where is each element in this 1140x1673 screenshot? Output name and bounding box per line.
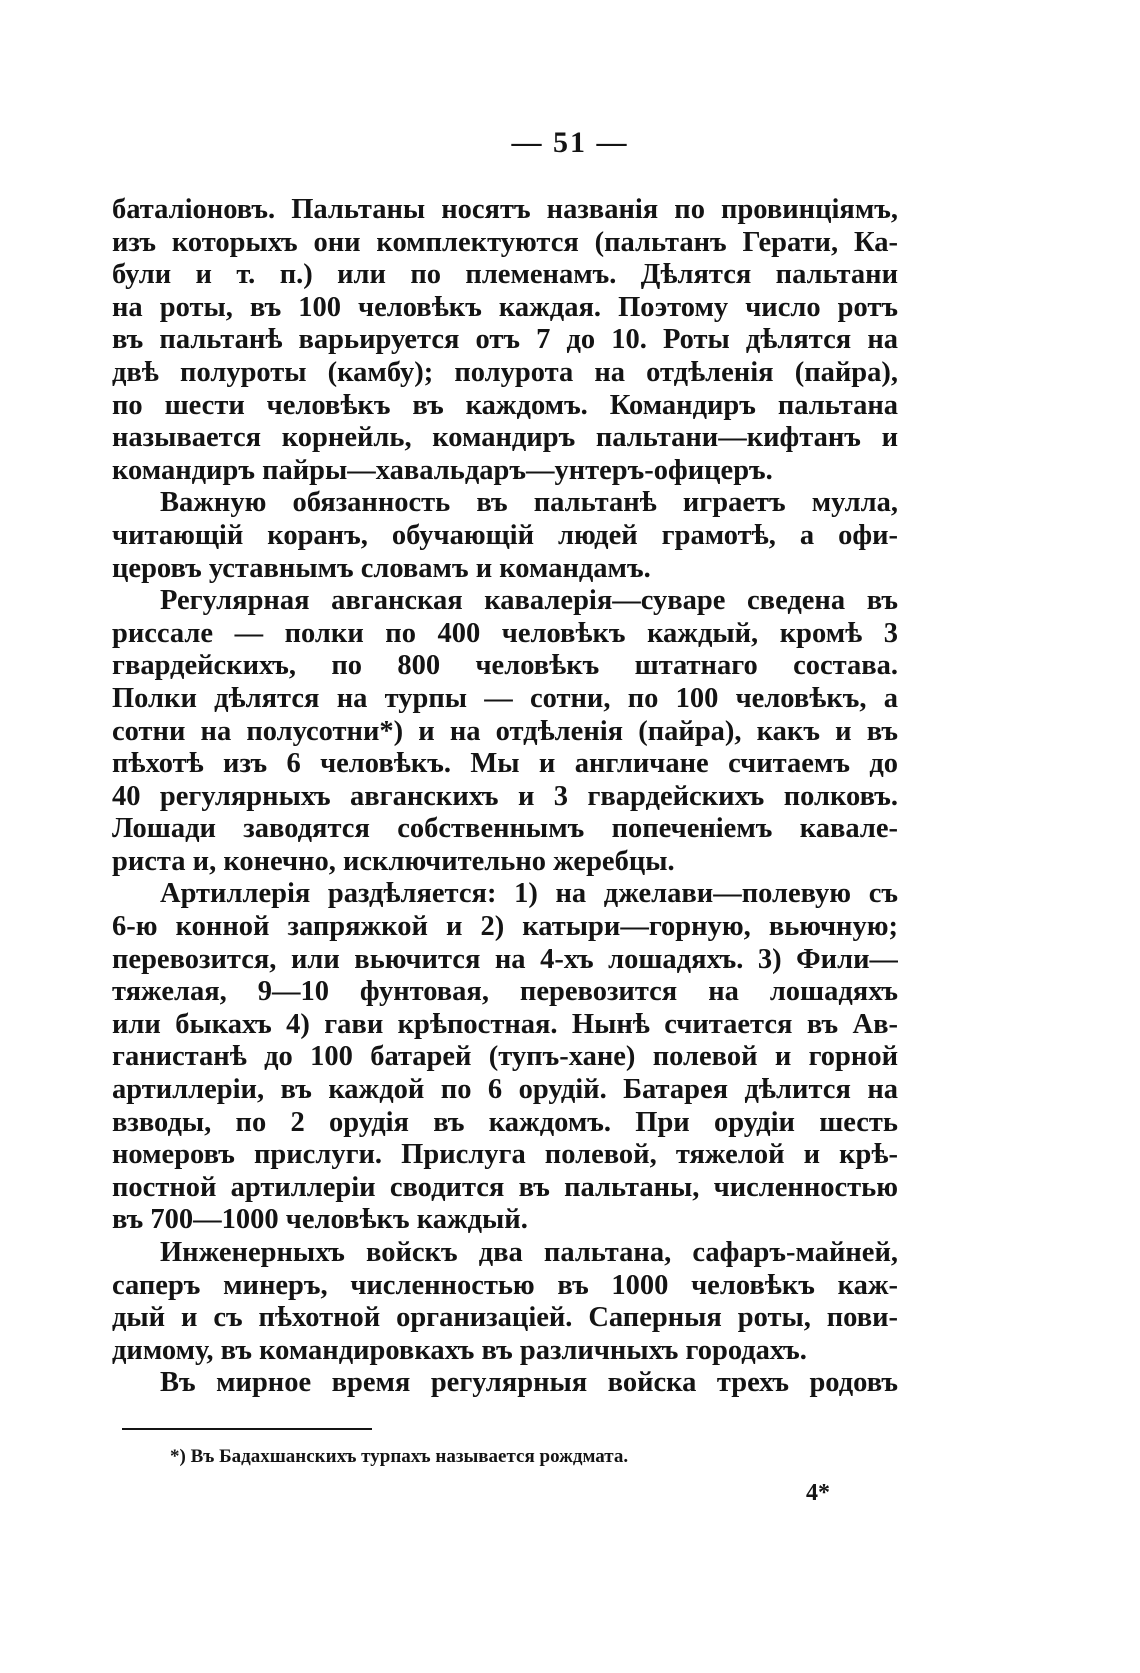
footnote: *) Въ Бадахшанскихъ турпахъ называется рождмата. <box>170 1446 629 1467</box>
paragraph-start-line: Въ мирное время регулярныя войска трехъ родовъ <box>160 1367 898 1399</box>
text-line: димому, въ командировкахъ въ различныхъ городахъ. <box>112 1334 807 1366</box>
text-line: 6-ю конной запряжкой и 2) катыри—горную, вьючную; <box>112 911 898 943</box>
text-line: церовъ уставнымъ словамъ и командамъ. <box>112 552 651 584</box>
text-line: Полки дѣлятся на турпы — сотни, по 100 человѣкъ, а <box>112 682 898 714</box>
text-line: въ 700—1000 человѣкъ каждый. <box>112 1204 528 1236</box>
sheet-signature: 4* <box>806 1480 830 1506</box>
text-line: взводы, по 2 орудія въ каждомъ. При орудіи шесть <box>112 1106 898 1138</box>
text-line: по шести человѣкъ въ каждомъ. Командиръ пальтана <box>112 389 898 421</box>
text-line: риссале — полки по 400 человѣкъ каждый, кромѣ 3 <box>112 617 898 649</box>
body-text <box>112 194 898 1400</box>
text-line: артиллеріи, въ каждой по 6 орудій. Батарея дѣлится на <box>112 1074 898 1106</box>
text-line: въ пальтанѣ варьируется отъ 7 до 10. Роты дѣлятся на <box>112 324 898 356</box>
text-line: Лошади заводятся собственнымъ попеченіемъ кавале- <box>112 813 898 845</box>
text-line: пѣхотѣ изъ 6 человѣкъ. Мы и англичане считаемъ до <box>112 748 898 780</box>
text-line: читающій коранъ, обучающій людей грамотѣ, а офи- <box>112 519 898 551</box>
text-line: були и т. п.) или по племенамъ. Дѣлятся пальтани <box>112 259 898 291</box>
text-line: изъ которыхъ они комплектуются (пальтанъ Герати, Ка- <box>112 226 898 258</box>
text-line: риста и, конечно, исключительно жеребцы. <box>112 845 675 877</box>
text-line: гвардейскихъ, по 800 человѣкъ штатнаго состава. <box>112 650 898 682</box>
text-line: двѣ полуроты (камбу); полурота на отдѣленія (пайра), <box>112 356 898 388</box>
text-line: или быкахъ 4) гави крѣпостная. Нынѣ считается въ Ав- <box>112 1008 898 1040</box>
text-line: командиръ пайры—хавальдаръ—унтеръ-офицеръ. <box>112 454 773 486</box>
text-line: саперъ минеръ, численностью въ 1000 человѣкъ каж- <box>112 1269 898 1301</box>
text-line: постной артиллеріи сводится въ пальтаны, численностью <box>112 1171 898 1203</box>
paragraph-start-line: Артиллерія раздѣляется: 1) на джелави—полевую съ <box>160 878 898 910</box>
text-line: сотни на полусотни*) и на отдѣленія (пайра), какъ и въ <box>112 715 898 747</box>
text-line: баталіоновъ. Пальтаны носятъ названія по провинціямъ, <box>112 194 898 225</box>
text-line: дый и съ пѣхотной организаціей. Саперныя роты, пови- <box>112 1302 898 1334</box>
text-line: номеровъ прислуги. Прислуга полевой, тяжелой и крѣ- <box>112 1139 898 1171</box>
footnote-divider <box>122 1428 372 1430</box>
text-line: на роты, въ 100 человѣкъ каждая. Поэтому число ротъ <box>112 291 898 323</box>
text-line: тяжелая, 9—10 фунтовая, перевозится на лошадяхъ <box>112 976 898 1008</box>
text-line: называется корнейль, командиръ пальтани—кифтанъ и <box>112 422 898 454</box>
paragraph-start-line: Важную обязанность въ пальтанѣ играетъ мулла, <box>160 487 898 519</box>
paragraph-start-line: Инженерныхъ войскъ два пальтана, сафаръ-майней, <box>160 1237 898 1268</box>
page-number: — 51 — <box>511 126 629 159</box>
paragraph-start-line: Регулярная авганская кавалерія—суваре сведена въ <box>160 585 898 617</box>
text-line: 40 регулярныхъ авганскихъ и 3 гвардейскихъ полковъ. <box>112 780 898 812</box>
text-line: перевозится, или вьючится на 4-хъ лошадяхъ. 3) Фили— <box>112 943 898 975</box>
text-line: ганистанѣ до 100 батарей (тупъ-хане) полевой и горной <box>112 1041 898 1073</box>
